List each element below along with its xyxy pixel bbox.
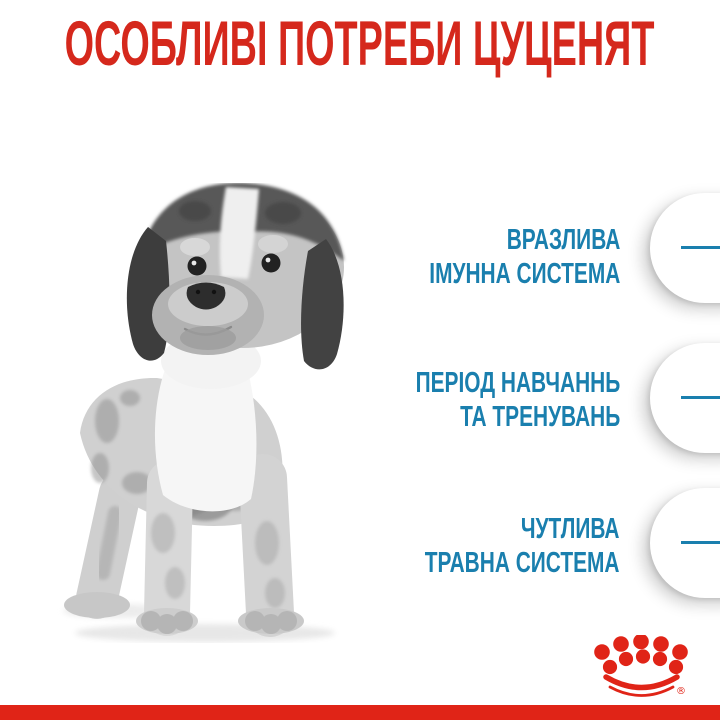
feature-line: ІМУННА СИСТЕМА [428,258,620,290]
feature-digestive [349,512,620,580]
puppy-photo [45,183,350,643]
registered-mark: ® [676,686,686,697]
feature-line: ЧУТЛИВА [521,513,620,545]
feature-line: ТА ТРЕНУВАНЬ [459,401,620,433]
feature-line: ТРАВНА СИСТЕМА [425,547,620,579]
connector-line-training [681,396,720,399]
feature-immune [355,223,620,291]
brand-stripe [0,705,720,720]
page-title-text: ОСОБЛИВІ ПОТРЕБИ ЦУЦЕНЯТ [65,8,655,79]
connector-line-immune [681,246,720,249]
royal-canin-crown-logo [592,635,705,697]
feature-training [336,366,620,434]
page-title [0,10,720,78]
connector-line-digestive [681,541,720,544]
feature-line: ПЕРІОД НАВЧАННЬ [415,367,620,399]
feature-line: ВРАЗЛИВА [506,224,620,256]
